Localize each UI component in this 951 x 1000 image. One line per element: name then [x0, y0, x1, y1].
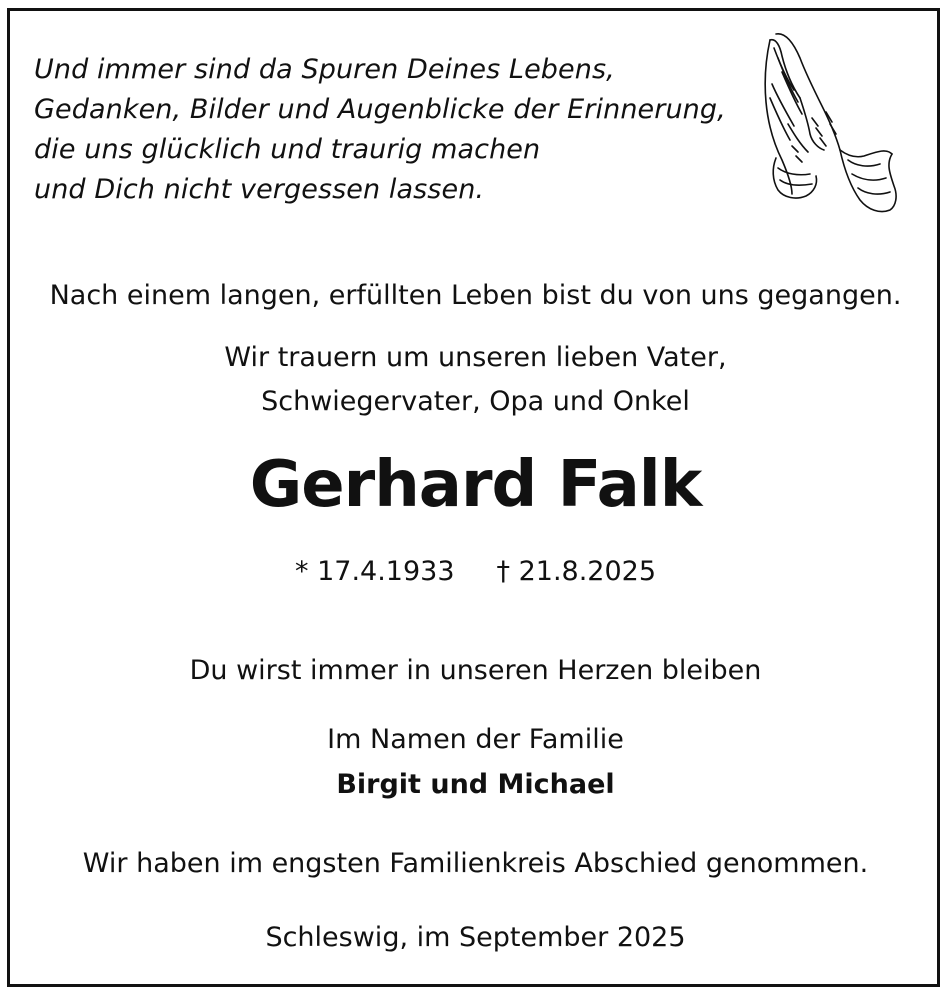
- death-date: † 21.8.2025: [496, 556, 656, 587]
- praying-hands-icon: [752, 28, 900, 220]
- farewell-text: Wir haben im engsten Familienkreis Abschied genommen.: [82, 848, 869, 879]
- poem-line: die uns glücklich und traurig machen: [34, 134, 541, 165]
- family-label: Im Namen der Familie: [327, 724, 624, 755]
- closing-text: Du wirst immer in unseren Herzen bleiben: [189, 655, 762, 686]
- mourning-line-2: Schwiegervater, Opa und Onkel: [261, 386, 690, 417]
- family-names: Birgit und Michael: [336, 769, 615, 800]
- poem-line: Und immer sind da Spuren Deines Lebens,: [34, 54, 615, 85]
- poem-line: Gedanken, Bilder und Augenblicke der Erinnerung,: [34, 94, 726, 125]
- poem: [34, 50, 726, 210]
- mourning-line-1: Wir trauern um unseren lieben Vater,: [224, 342, 727, 373]
- life-dates: [0, 556, 951, 587]
- poem-line: und Dich nicht vergessen lassen.: [34, 174, 485, 205]
- intro-text: Nach einem langen, erfüllten Leben bist du von uns gegangen.: [49, 280, 902, 311]
- place-date: Schleswig, im September 2025: [265, 922, 686, 953]
- birth-date: * 17.4.1933: [295, 556, 455, 587]
- deceased-name: Gerhard Falk: [249, 448, 702, 522]
